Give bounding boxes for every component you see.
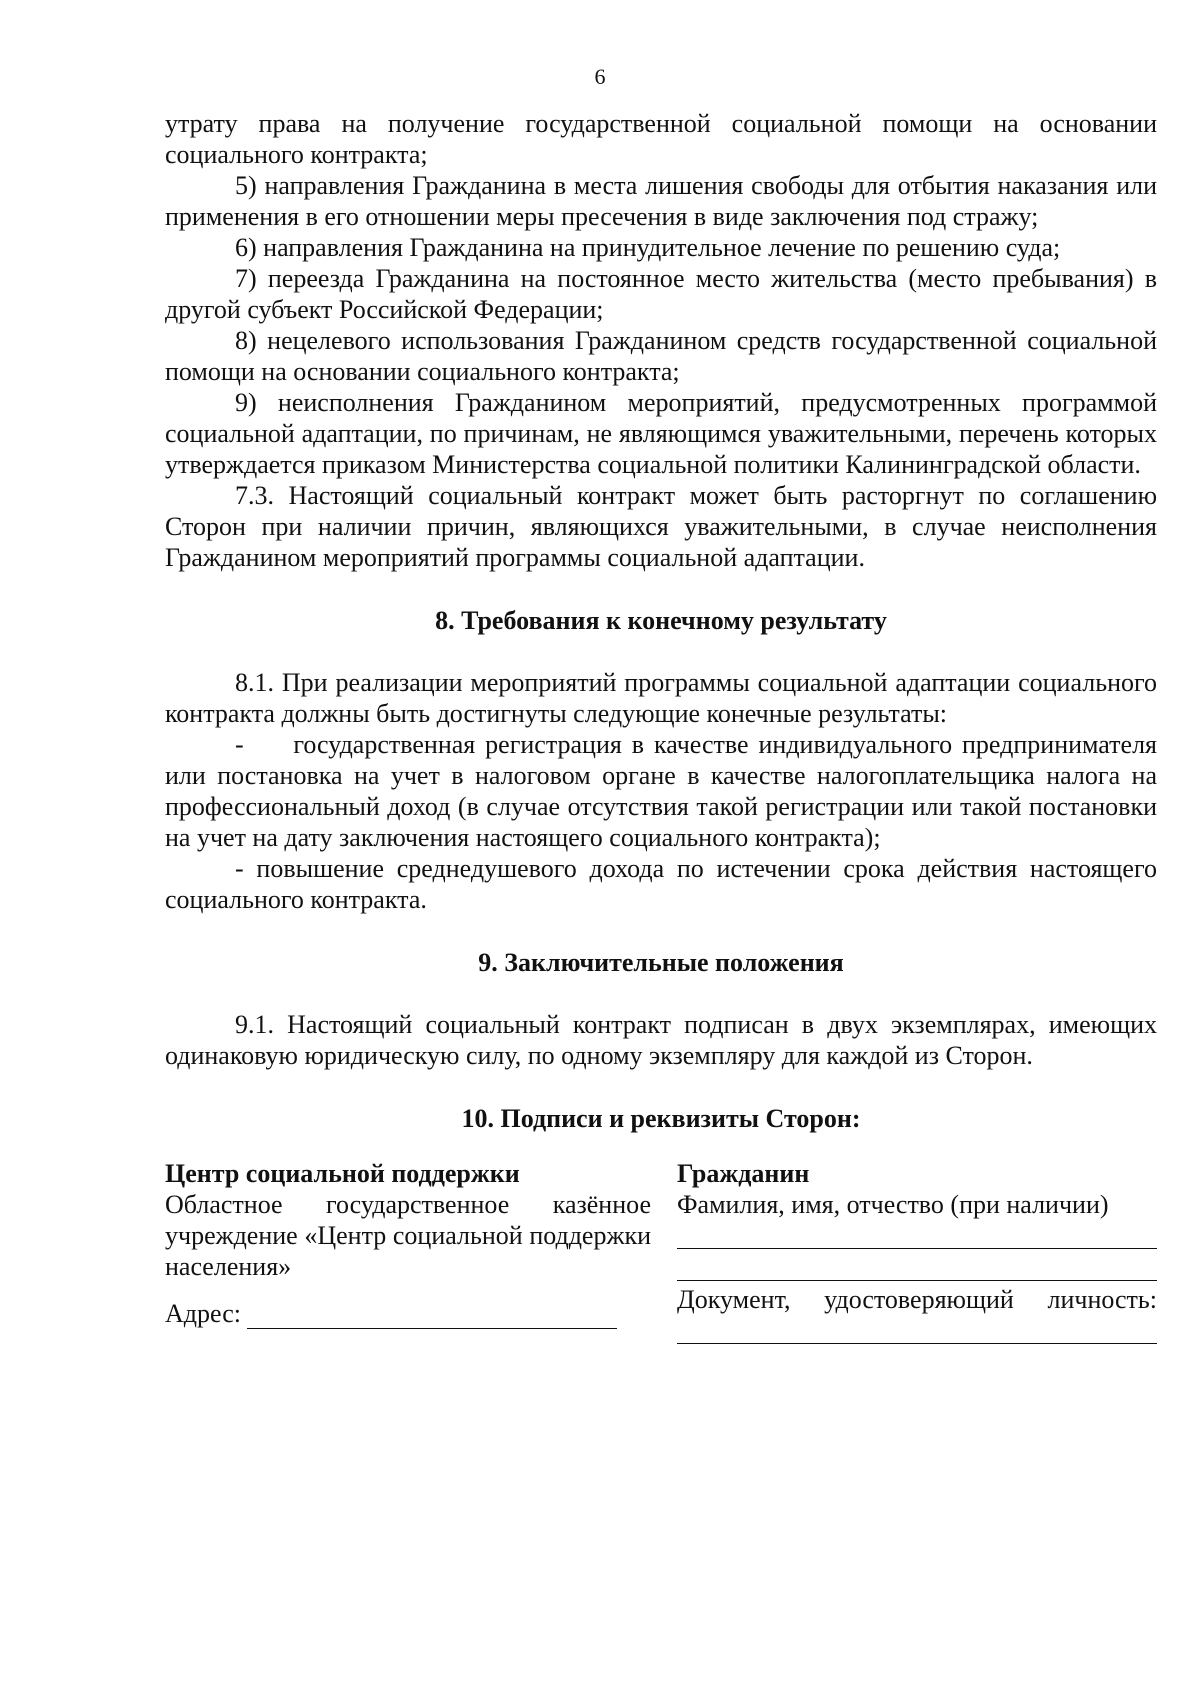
signature-block bbox=[165, 1158, 1157, 1347]
paragraph-continuation: утрату права на получение государственной социальной помощи на основании социального контракта; bbox=[165, 109, 1157, 169]
address-blank-line bbox=[247, 1302, 617, 1329]
address-label: Адрес: bbox=[165, 1299, 241, 1328]
clause-8-1: 8.1. При реализации мероприятий программы социальной адаптации социального контракта должны быть достигнуты следующие конечные результаты: bbox=[165, 668, 1157, 728]
document-body bbox=[165, 108, 1157, 1347]
section-heading-9: 9. Заключительные положения bbox=[478, 948, 844, 977]
result-item-income: - повышение среднедушевого дохода по истечении срока действия настоящего социального контракта. bbox=[165, 854, 1157, 914]
address-row bbox=[165, 1298, 651, 1329]
party-title-center: Центр социальной поддержки bbox=[165, 1159, 520, 1188]
section-heading-8: 8. Требования к конечному результату bbox=[435, 606, 887, 635]
clause-7-3: 7.3. Настоящий социальный контракт может быть расторгнут по соглашению Сторон при наличии причин, являющихся уважительными, в случае неисполнения Гражданином мероприятий программы социальной адаптации. bbox=[165, 481, 1157, 572]
list-item-7: 7) переезда Гражданина на постоянное место жительства (место пребывания) в другой субъект Российской Федерации; bbox=[165, 264, 1157, 324]
signature-column-center bbox=[165, 1158, 651, 1347]
id-document-label: Документ, удостоверяющий личность: bbox=[677, 1285, 1157, 1314]
page-number: 6 bbox=[594, 64, 606, 89]
name-blank-line-1 bbox=[677, 1220, 1157, 1249]
clause-9-1: 9.1. Настоящий социальный контракт подписан в двух экземплярах, имеющих одинаковую юридическую силу, по одному экземпляру для каждой из Сторон. bbox=[165, 1010, 1157, 1070]
section-heading-10: 10. Подписи и реквизиты Сторон: bbox=[461, 1104, 861, 1133]
organization-name: Областное государственное казённое учреждение «Центр социальной поддержки населения» bbox=[165, 1190, 651, 1281]
id-document-blank-line bbox=[677, 1315, 1157, 1344]
party-title-citizen: Гражданин bbox=[677, 1159, 810, 1188]
name-label: Фамилия, имя, отчество (при наличии) bbox=[677, 1190, 1109, 1219]
list-item-8: 8) нецелевого использования Гражданином средств государственной социальной помощи на основании социального контракта; bbox=[165, 326, 1157, 386]
name-blank-line-2 bbox=[677, 1252, 1157, 1281]
list-item-6: 6) направления Гражданина на принудительное лечение по решению суда; bbox=[235, 233, 1061, 262]
signature-column-citizen bbox=[677, 1158, 1157, 1347]
list-item-5: 5) направления Гражданина в места лишения свободы для отбытия наказания или применения в его отношении меры пресечения в виде заключения под стражу; bbox=[165, 171, 1157, 231]
list-item-9: 9) неисполнения Гражданином мероприятий, предусмотренных программой социальной адаптации, по причинам, не являющимся уважительными, перечень которых утверждается приказом Министерства социальной политики Калининградской области. bbox=[165, 388, 1157, 479]
result-item-registration: - государственная регистрация в качестве индивидуального предпринимателя или постановка на учет в налоговом органе в качестве налогоплательщика налога на профессиональный доход (в случае отсутствия такой регистрации или такой постановки на учет на дату заключения настоящего социального контракта); bbox=[165, 730, 1157, 852]
